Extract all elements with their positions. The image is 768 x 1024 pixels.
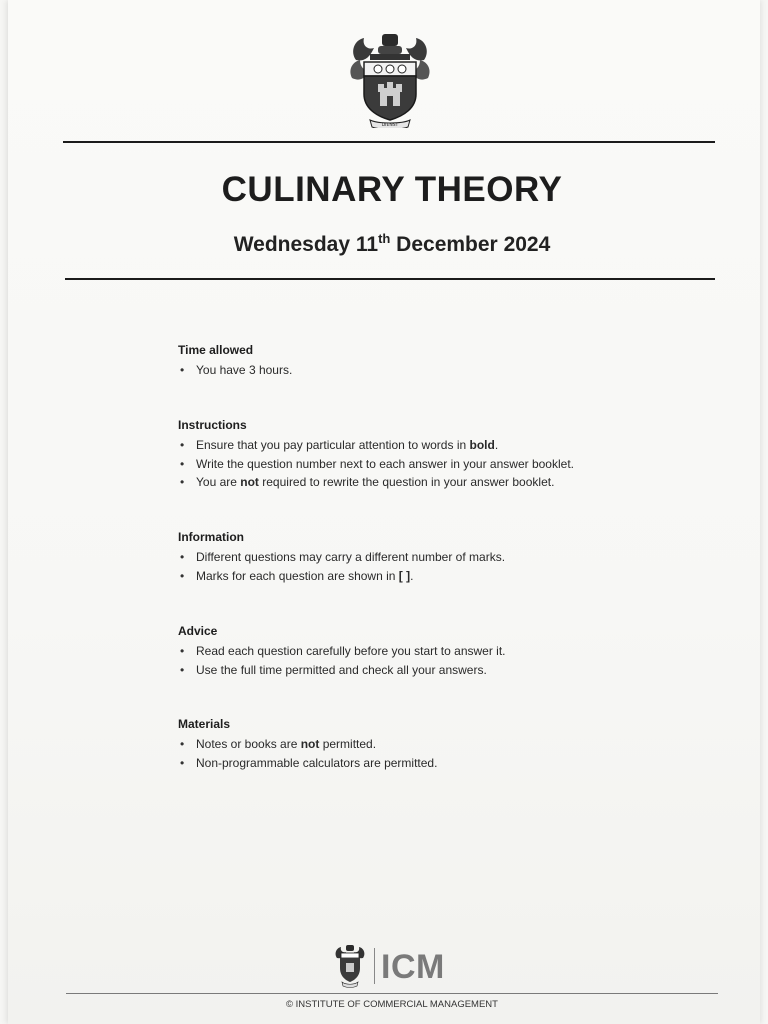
section-heading: Information [178, 530, 244, 544]
list-item: • Marks for each question are shown in [ ]. [178, 567, 698, 586]
list-item: • Use the full time permitted and check all your answers. [178, 661, 698, 680]
section-heading: Time allowed [178, 343, 254, 357]
date-suffix: th [378, 231, 391, 246]
emphasis-bold: [ ] [398, 568, 411, 583]
section-heading: Advice [178, 624, 218, 638]
section-advice [178, 624, 698, 679]
logo-separator [374, 948, 375, 984]
emphasis-bold: not [300, 737, 320, 751]
icm-logo [333, 944, 461, 988]
exam-date [8, 231, 768, 257]
logo-wordmark: ICM [381, 948, 445, 986]
emphasis-bold: bold [469, 438, 495, 452]
date-day: Wednesday 11 [233, 233, 379, 256]
list-item: • Non-programmable calculators are permitted. [178, 754, 698, 773]
list-item: • Read each question carefully before you start to answer it. [178, 642, 698, 661]
top-divider [63, 141, 715, 143]
section-information [178, 530, 698, 585]
section-instructions [178, 418, 698, 492]
coat-of-arms-icon [348, 30, 432, 128]
crest-motto: DIENST [381, 123, 399, 128]
section-heading: Instructions [178, 418, 247, 432]
section-heading: Materials [178, 717, 231, 731]
list-item: • Different questions may carry a different number of marks. [178, 548, 698, 567]
list-item: • Notes or books are not permitted. [178, 735, 698, 754]
copyright-notice: © INSTITUTE OF COMMERCIAL MANAGEMENT [286, 999, 498, 1010]
exam-paper [8, 0, 760, 1024]
list-item: • You are not required to rewrite the question in your answer booklet. [178, 473, 698, 492]
section-materials [178, 717, 698, 772]
list-item: • Ensure that you pay particular attention to words in bold. [178, 436, 698, 455]
icm-crest-icon [333, 944, 367, 988]
header-divider [65, 278, 715, 280]
footer-divider [66, 993, 718, 994]
emphasis-bold: not [240, 475, 259, 489]
list-item: • Write the question number next to each answer in your answer booklet. [178, 455, 698, 474]
page-title: CULINARY THEORY [221, 170, 563, 209]
list-item: • You have 3 hours. [178, 361, 698, 380]
section-time-allowed [178, 343, 698, 380]
date-rest: December 2024 [390, 233, 551, 256]
